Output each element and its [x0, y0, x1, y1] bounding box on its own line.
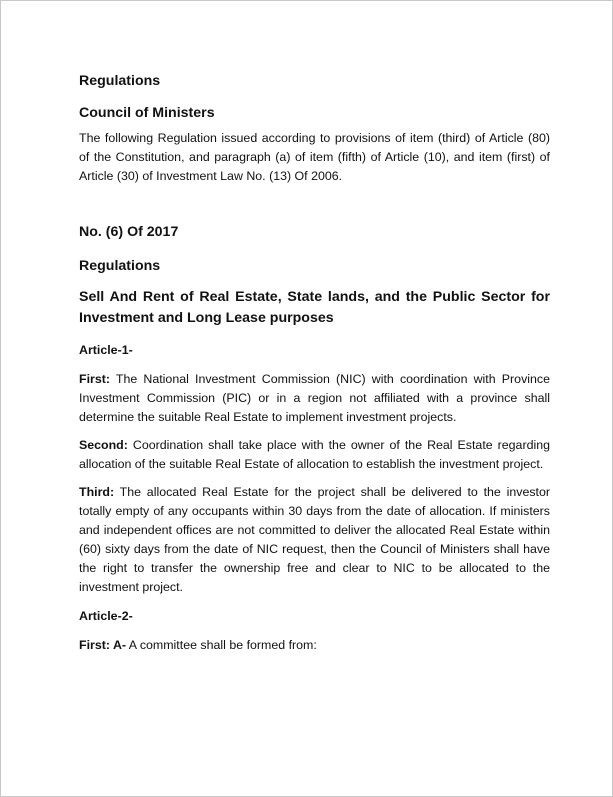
second-label: Second: [79, 438, 128, 452]
article-2-first-text: A committee shall be formed from: [126, 638, 317, 652]
article-1-first-paragraph [79, 370, 550, 427]
regulation-title: Sell And Rent of Real Estate, State lands, and the Public Sector for Investment and Long Lease purposes [79, 289, 550, 326]
document-body [79, 71, 550, 655]
article-1-heading: Article-1- [79, 343, 133, 357]
first-label: First: [79, 372, 110, 386]
article-2-heading: Article-2- [79, 609, 133, 623]
regulation-label: Regulations [79, 258, 161, 274]
article-1-third-paragraph [79, 483, 550, 597]
section-heading: Regulations [79, 73, 161, 89]
first-text: The National Investment Commission (NIC) with coordination with Province Investment Commission (PIC) or in a region not affiliated with a province shall determine the suitable Real Estate to implement investment projects. [79, 372, 550, 424]
regulation-number: No. (6) Of 2017 [79, 224, 179, 240]
third-text: The allocated Real Estate for the project shall be delivered to the investor totally empty of any occupants within 30 days from the date of allocation. If ministers and independent offices are not committed to deliver the allocated Real Estate within (60) sixty days from the date of NIC request, then the Council of Ministers shall have the right to transfer the ownership free and clear to NIC to be allocated to the investment project. [79, 485, 550, 594]
article-2-first-label: First: A- [79, 638, 127, 652]
third-label: Third: [79, 485, 115, 499]
article-2-first-paragraph [79, 636, 550, 655]
section-subheading: Council of Ministers [79, 105, 215, 121]
article-1-second-paragraph [79, 436, 550, 474]
intro-paragraph: The following Regulation issued according to provisions of item (third) of Article (80) of the Constitution, and paragraph (a) of item (fifth) of Article (10), and item (first) of Article (30) of Investment Law No. (13) Of 2006. [79, 131, 550, 183]
second-text: Coordination shall take place with the owner of the Real Estate regarding allocation of the suitable Real Estate of allocation to establish the investment project. [79, 438, 550, 471]
